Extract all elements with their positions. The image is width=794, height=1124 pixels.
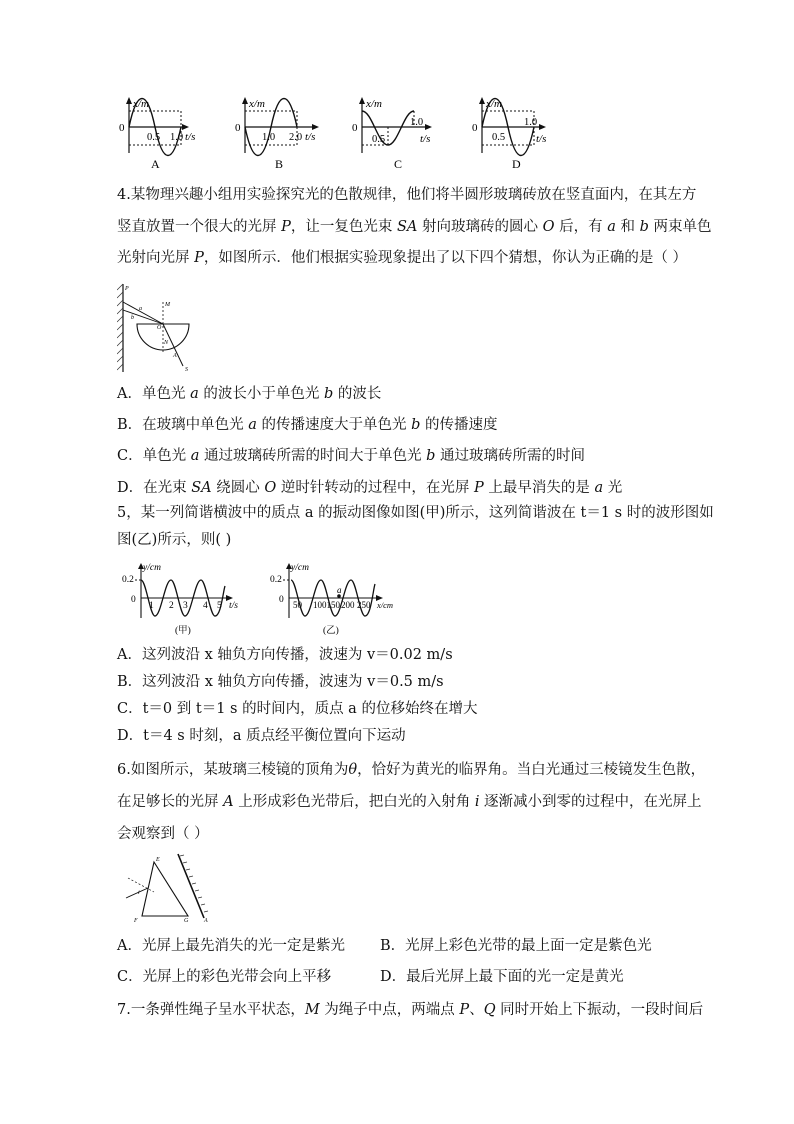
svg-text:(甲): (甲) bbox=[175, 626, 191, 636]
text-run: 会观察到（ ） bbox=[117, 826, 209, 842]
italic-symbol: a bbox=[190, 448, 200, 464]
italic-symbol: P bbox=[459, 1002, 470, 1018]
svg-text:y/cm: y/cm bbox=[143, 563, 161, 573]
svg-text:0.2: 0.2 bbox=[122, 575, 134, 585]
svg-text:5: 5 bbox=[217, 601, 222, 611]
svg-text:0: 0 bbox=[131, 595, 136, 605]
text-run: 的波长小于单色光 bbox=[198, 386, 324, 402]
q6-stem-line bbox=[117, 824, 209, 844]
text-run: A．光屏上最先消失的光一定是紫光 bbox=[117, 938, 345, 954]
svg-text:a: a bbox=[139, 306, 142, 312]
italic-symbol: A bbox=[223, 794, 234, 810]
q5-option-d[interactable] bbox=[117, 726, 406, 746]
italic-symbol: P bbox=[473, 480, 484, 496]
q5-stem-line bbox=[117, 503, 714, 523]
q6-figure bbox=[124, 852, 214, 924]
q5-option-b[interactable] bbox=[117, 672, 444, 692]
italic-symbol: SA bbox=[191, 480, 212, 496]
svg-text:0.5: 0.5 bbox=[492, 132, 506, 143]
q3-graph-c-svg bbox=[350, 97, 450, 173]
text-run: 后，有 bbox=[554, 219, 608, 235]
q4-figure bbox=[117, 280, 207, 376]
q3-graph-b-svg bbox=[233, 97, 333, 173]
svg-text:F: F bbox=[134, 918, 138, 924]
q3-graph-d-svg bbox=[470, 97, 570, 173]
text-run: 上形成彩色光带后，把白光的入射角 bbox=[233, 794, 475, 810]
svg-text:200: 200 bbox=[341, 600, 355, 610]
text-run: 射向玻璃砖的圆心 bbox=[417, 219, 543, 235]
svg-text:3: 3 bbox=[183, 601, 188, 611]
text-run: B．光屏上彩色光带的最上面一定是紫色光 bbox=[380, 938, 652, 954]
svg-text:0: 0 bbox=[119, 122, 125, 134]
text-run: ，如图所示．他们根据实验现象提出了以下四个猜想，你认为正确的是（ ） bbox=[203, 250, 687, 266]
q6-stem-line bbox=[117, 792, 702, 812]
q6-option-a[interactable] bbox=[117, 936, 345, 956]
q5-graph-jia bbox=[117, 560, 257, 638]
italic-symbol: b bbox=[323, 386, 334, 402]
italic-symbol: θ bbox=[348, 762, 358, 778]
q5-vibration-graph bbox=[117, 560, 257, 638]
y-axis-label: x/m bbox=[133, 98, 149, 110]
q6-stem-line bbox=[117, 760, 705, 780]
italic-symbol: M bbox=[304, 1002, 320, 1018]
svg-text:t/s: t/s bbox=[536, 133, 547, 145]
text-run: 6.如图所示，某玻璃三棱镜的顶角为 bbox=[117, 762, 349, 778]
q5-wave-graph bbox=[267, 560, 407, 638]
text-run: A．单色光 bbox=[117, 386, 191, 402]
svg-text:0: 0 bbox=[279, 595, 284, 605]
text-run: 在足够长的光屏 bbox=[117, 794, 224, 810]
text-run: D．t＝4 s 时刻，a 质点经平衡位置向下运动 bbox=[117, 728, 406, 744]
svg-text:x/m: x/m bbox=[486, 98, 502, 110]
svg-text:D: D bbox=[512, 157, 521, 171]
svg-text:0: 0 bbox=[235, 122, 241, 134]
q6-option-c[interactable] bbox=[117, 967, 331, 987]
text-run: B．这列波沿 x 轴负方向传播，波速为 v＝0.5 m/s bbox=[117, 674, 444, 690]
q3-graph-c bbox=[350, 97, 450, 173]
svg-text:1.0: 1.0 bbox=[524, 117, 538, 128]
q6-option-b[interactable] bbox=[380, 936, 652, 956]
text-run: D．最后光屏上最下面的光一定是黄光 bbox=[380, 969, 624, 985]
q4-option-c[interactable] bbox=[117, 446, 585, 466]
svg-text:A: A bbox=[173, 353, 177, 359]
text-run: 的传播速度大于单色光 bbox=[256, 417, 412, 433]
text-run: 、 bbox=[469, 1002, 484, 1018]
text-run: ，让一复色光束 bbox=[290, 219, 397, 235]
italic-symbol: SA bbox=[396, 219, 418, 235]
svg-text:0.5: 0.5 bbox=[147, 132, 161, 143]
text-run: D．在光束 bbox=[117, 480, 192, 496]
svg-text:G: G bbox=[184, 918, 189, 924]
svg-text:1.0: 1.0 bbox=[410, 117, 424, 128]
q3-graph-b bbox=[233, 97, 333, 173]
text-run: 光 bbox=[603, 480, 623, 496]
svg-text:B: B bbox=[275, 157, 284, 171]
text-run: 通过玻璃砖所需的时间大于单色光 bbox=[199, 448, 427, 464]
svg-text:M: M bbox=[165, 302, 170, 308]
italic-symbol: a bbox=[607, 219, 616, 235]
text-run: 通过玻璃砖所需的时间 bbox=[435, 448, 585, 464]
q4-option-a[interactable] bbox=[117, 384, 381, 404]
svg-text:A: A bbox=[204, 918, 208, 924]
option-letter: A bbox=[151, 157, 160, 171]
q3-graph-a bbox=[117, 97, 217, 173]
text-run: 上最早消失的是 bbox=[483, 480, 595, 496]
svg-text:t/s: t/s bbox=[420, 133, 431, 145]
italic-symbol: b bbox=[639, 219, 649, 235]
svg-text:t/s: t/s bbox=[305, 131, 316, 143]
text-run: 同时开始上下振动，一段时间后 bbox=[495, 1002, 704, 1018]
q5-graph-yi bbox=[267, 560, 407, 638]
svg-text:t/s: t/s bbox=[185, 131, 196, 143]
q4-stem-line bbox=[117, 217, 712, 237]
text-run: 5，某一列简谐横波中的质点 a 的振动图像如图(甲)所示，这列简谐波在 t＝1 s 时的波形图如 bbox=[117, 505, 714, 521]
q5-option-a[interactable] bbox=[117, 645, 453, 665]
svg-text:0.5: 0.5 bbox=[372, 134, 386, 145]
svg-text:0.2: 0.2 bbox=[270, 575, 282, 585]
italic-symbol: a bbox=[594, 480, 604, 496]
text-run: 两束单色 bbox=[648, 219, 712, 235]
text-run: B．在玻璃中单色光 bbox=[117, 417, 249, 433]
svg-text:(乙): (乙) bbox=[323, 626, 339, 636]
q4-option-b[interactable] bbox=[117, 415, 498, 435]
q3-graph-a-svg bbox=[117, 97, 217, 173]
text-run: 竖直放置一个很大的光屏 bbox=[117, 219, 282, 235]
text-run: 为绳子中点，两端点 bbox=[319, 1002, 460, 1018]
q4-stem-line bbox=[117, 185, 696, 205]
svg-text:0: 0 bbox=[352, 122, 358, 134]
q6-prism-figure bbox=[124, 852, 214, 924]
svg-text:t/s: t/s bbox=[229, 601, 238, 611]
italic-symbol: P bbox=[281, 219, 291, 235]
svg-text:1.0: 1.0 bbox=[262, 132, 276, 143]
text-run: 的波长 bbox=[333, 386, 382, 402]
svg-text:i: i bbox=[138, 890, 140, 896]
italic-symbol: O bbox=[264, 480, 277, 496]
text-run: 7.一条弹性绳子呈水平状态， bbox=[117, 1002, 305, 1018]
text-run: C．光屏上的彩色光带会向上平移 bbox=[117, 969, 332, 985]
q3-graph-d bbox=[470, 97, 570, 173]
svg-text:E: E bbox=[156, 857, 160, 863]
italic-symbol: a bbox=[190, 386, 199, 402]
svg-text:0: 0 bbox=[472, 122, 478, 134]
svg-text:50: 50 bbox=[293, 600, 302, 610]
svg-text:a: a bbox=[337, 585, 342, 595]
q7-stem-line bbox=[117, 1000, 703, 1020]
q4-option-d[interactable] bbox=[117, 478, 622, 498]
svg-text:2.0: 2.0 bbox=[289, 132, 303, 143]
text-run: C．t＝0 到 t＝1 s 的时间内，质点 a 的位移始终在增大 bbox=[117, 701, 478, 717]
svg-text:250: 250 bbox=[357, 600, 371, 610]
text-run: 的传播速度 bbox=[420, 417, 498, 433]
svg-text:1: 1 bbox=[149, 601, 154, 611]
text-run: A．这列波沿 x 轴负方向传播，波速为 v＝0.02 m/s bbox=[117, 647, 453, 663]
q5-stem-line bbox=[117, 530, 231, 550]
q4-stem-line bbox=[117, 248, 687, 268]
q4-light-figure bbox=[117, 280, 207, 376]
italic-symbol: P bbox=[194, 250, 204, 266]
text-run: 和 bbox=[615, 219, 640, 235]
italic-symbol: a bbox=[248, 417, 257, 433]
svg-text:2: 2 bbox=[169, 601, 174, 611]
svg-text:x/m: x/m bbox=[249, 98, 265, 110]
text-run: C．单色光 bbox=[117, 448, 191, 464]
svg-text:b: b bbox=[131, 315, 134, 321]
svg-text:C: C bbox=[394, 157, 403, 171]
text-run: 图(乙)所示，则( ) bbox=[117, 532, 232, 548]
text-run: 绕圆心 bbox=[211, 480, 265, 496]
text-run: 逆时针转动的过程中，在光屏 bbox=[276, 480, 474, 496]
svg-text:O: O bbox=[157, 325, 162, 331]
svg-text:S: S bbox=[185, 367, 188, 373]
italic-symbol: i bbox=[474, 794, 480, 810]
italic-symbol: b bbox=[411, 417, 421, 433]
svg-text:x/cm: x/cm bbox=[377, 600, 394, 610]
text-run: 光射向光屏 bbox=[117, 250, 195, 266]
italic-symbol: b bbox=[426, 448, 436, 464]
svg-text:N: N bbox=[164, 340, 169, 346]
q5-option-c[interactable] bbox=[117, 699, 477, 719]
svg-text:1.0: 1.0 bbox=[170, 132, 184, 143]
svg-text:x/m: x/m bbox=[366, 98, 382, 110]
italic-symbol: Q bbox=[483, 1002, 496, 1018]
svg-text:P: P bbox=[125, 286, 129, 292]
svg-text:100150: 100150 bbox=[313, 600, 340, 610]
text-run: 4.某物理兴趣小组用实验探究光的色散规律，他们将半圆形玻璃砖放在竖直面内，在其左方 bbox=[117, 187, 697, 203]
q6-option-d[interactable] bbox=[380, 967, 624, 987]
svg-text:4: 4 bbox=[203, 601, 208, 611]
svg-text:y/cm: y/cm bbox=[291, 563, 309, 573]
text-run: 逐渐减小到零的过程中，在光屏上 bbox=[479, 794, 702, 810]
text-run: ，恰好为黄光的临界角。当白光通过三棱镜发生色散， bbox=[357, 762, 706, 778]
italic-symbol: O bbox=[542, 219, 555, 235]
